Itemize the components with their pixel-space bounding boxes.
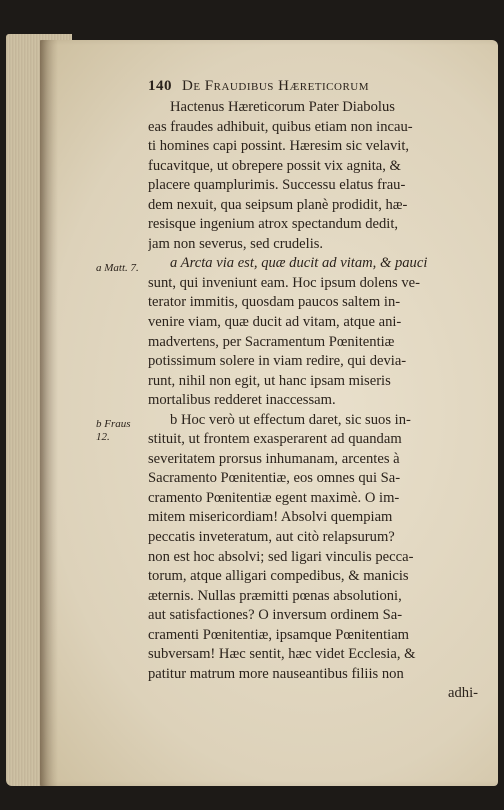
text-line: mitem misericordiam! Absolvi quempiam (148, 509, 393, 526)
text-line: Sacramento Pœnitentiæ, eos omnes qui Sa- (148, 470, 401, 487)
text-line: ti homines capi possint. Hæresim sic velavit, (148, 138, 410, 155)
text-line: aut satisfactiones? O inversum ordinem Sa- (148, 607, 403, 624)
text-line: torum, atque alligari compedibus, & manicis (148, 568, 409, 585)
text-line: sunt, qui inveniunt eam. Hoc ipsum dolens ve- (148, 274, 420, 291)
text-line: peccatis inveteratum, aut citò relapsurum? (148, 529, 395, 546)
body-text (148, 98, 478, 704)
text-line: jam non severus, sed crudelis. (148, 235, 324, 252)
text-line: madvertens, per Sacramentum Pœnitentiæ (148, 333, 395, 350)
text-line: eas fraudes adhibuit, quibus etiam non incau- (148, 118, 413, 135)
text-line: placere quamplurimis. Successu elatus frau- (148, 177, 406, 194)
text-line: subversam! Hæc sentit, hæc videt Ecclesia, & (148, 646, 416, 663)
text-line: non est hoc absolvi; sed ligari vinculis pecca- (148, 548, 414, 565)
text-line: a Arcta via est, quæ ducit ad vitam, & pauci (170, 255, 428, 272)
text-line: stituit, ut frontem exasperarent ad quandam (148, 431, 402, 448)
text-line: mortalibus redderet inaccessam. (148, 392, 336, 409)
page-number: 140 (148, 78, 172, 94)
text-line: resisque ingenium atrox spectandum dedit, (148, 216, 399, 233)
text-line: runt, nihil non egit, ut hanc ipsam miseris (148, 372, 391, 389)
text-line: b Hoc verò ut effectum daret, sic suos in- (170, 411, 411, 428)
text-line: dem nexuit, qua seipsum planè prodidit, hæ- (148, 196, 408, 213)
gutter-shadow (40, 40, 58, 786)
text-line: cramenti Pœnitentiæ, ipsamque Pœnitentiam (148, 626, 410, 643)
text-line: venire viam, quæ ducit ad vitam, atque ani- (148, 314, 402, 331)
margin-note-fraus: b Fraus 12. (96, 418, 131, 443)
text-line: cramento Pœnitentiæ egent maximè. O im- (148, 489, 400, 506)
margin-note-matt: a Matt. 7. (96, 262, 139, 274)
text-line: Hactenus Hæreticorum Pater Diabolus (170, 99, 395, 115)
text-line: adhi- (448, 685, 478, 702)
text-line: fucavitque, ut obrepere possit vix agnita, & (148, 157, 401, 174)
text-line: potissimum solere in viam redire, qui devia- (148, 353, 407, 370)
text-line: severitatem prorsus inhumanam, arcentes à (148, 450, 400, 467)
running-head (148, 78, 478, 95)
running-title: De Fraudibus Hæreticorum (182, 78, 370, 94)
text-line: patitur matrum more nauseantibus filiis non (148, 665, 404, 682)
text-line: æternis. Nullas præmitti pœnas absolutioni, (148, 587, 402, 604)
text-line: terator immitis, quosdam paucos saltem in- (148, 294, 401, 311)
